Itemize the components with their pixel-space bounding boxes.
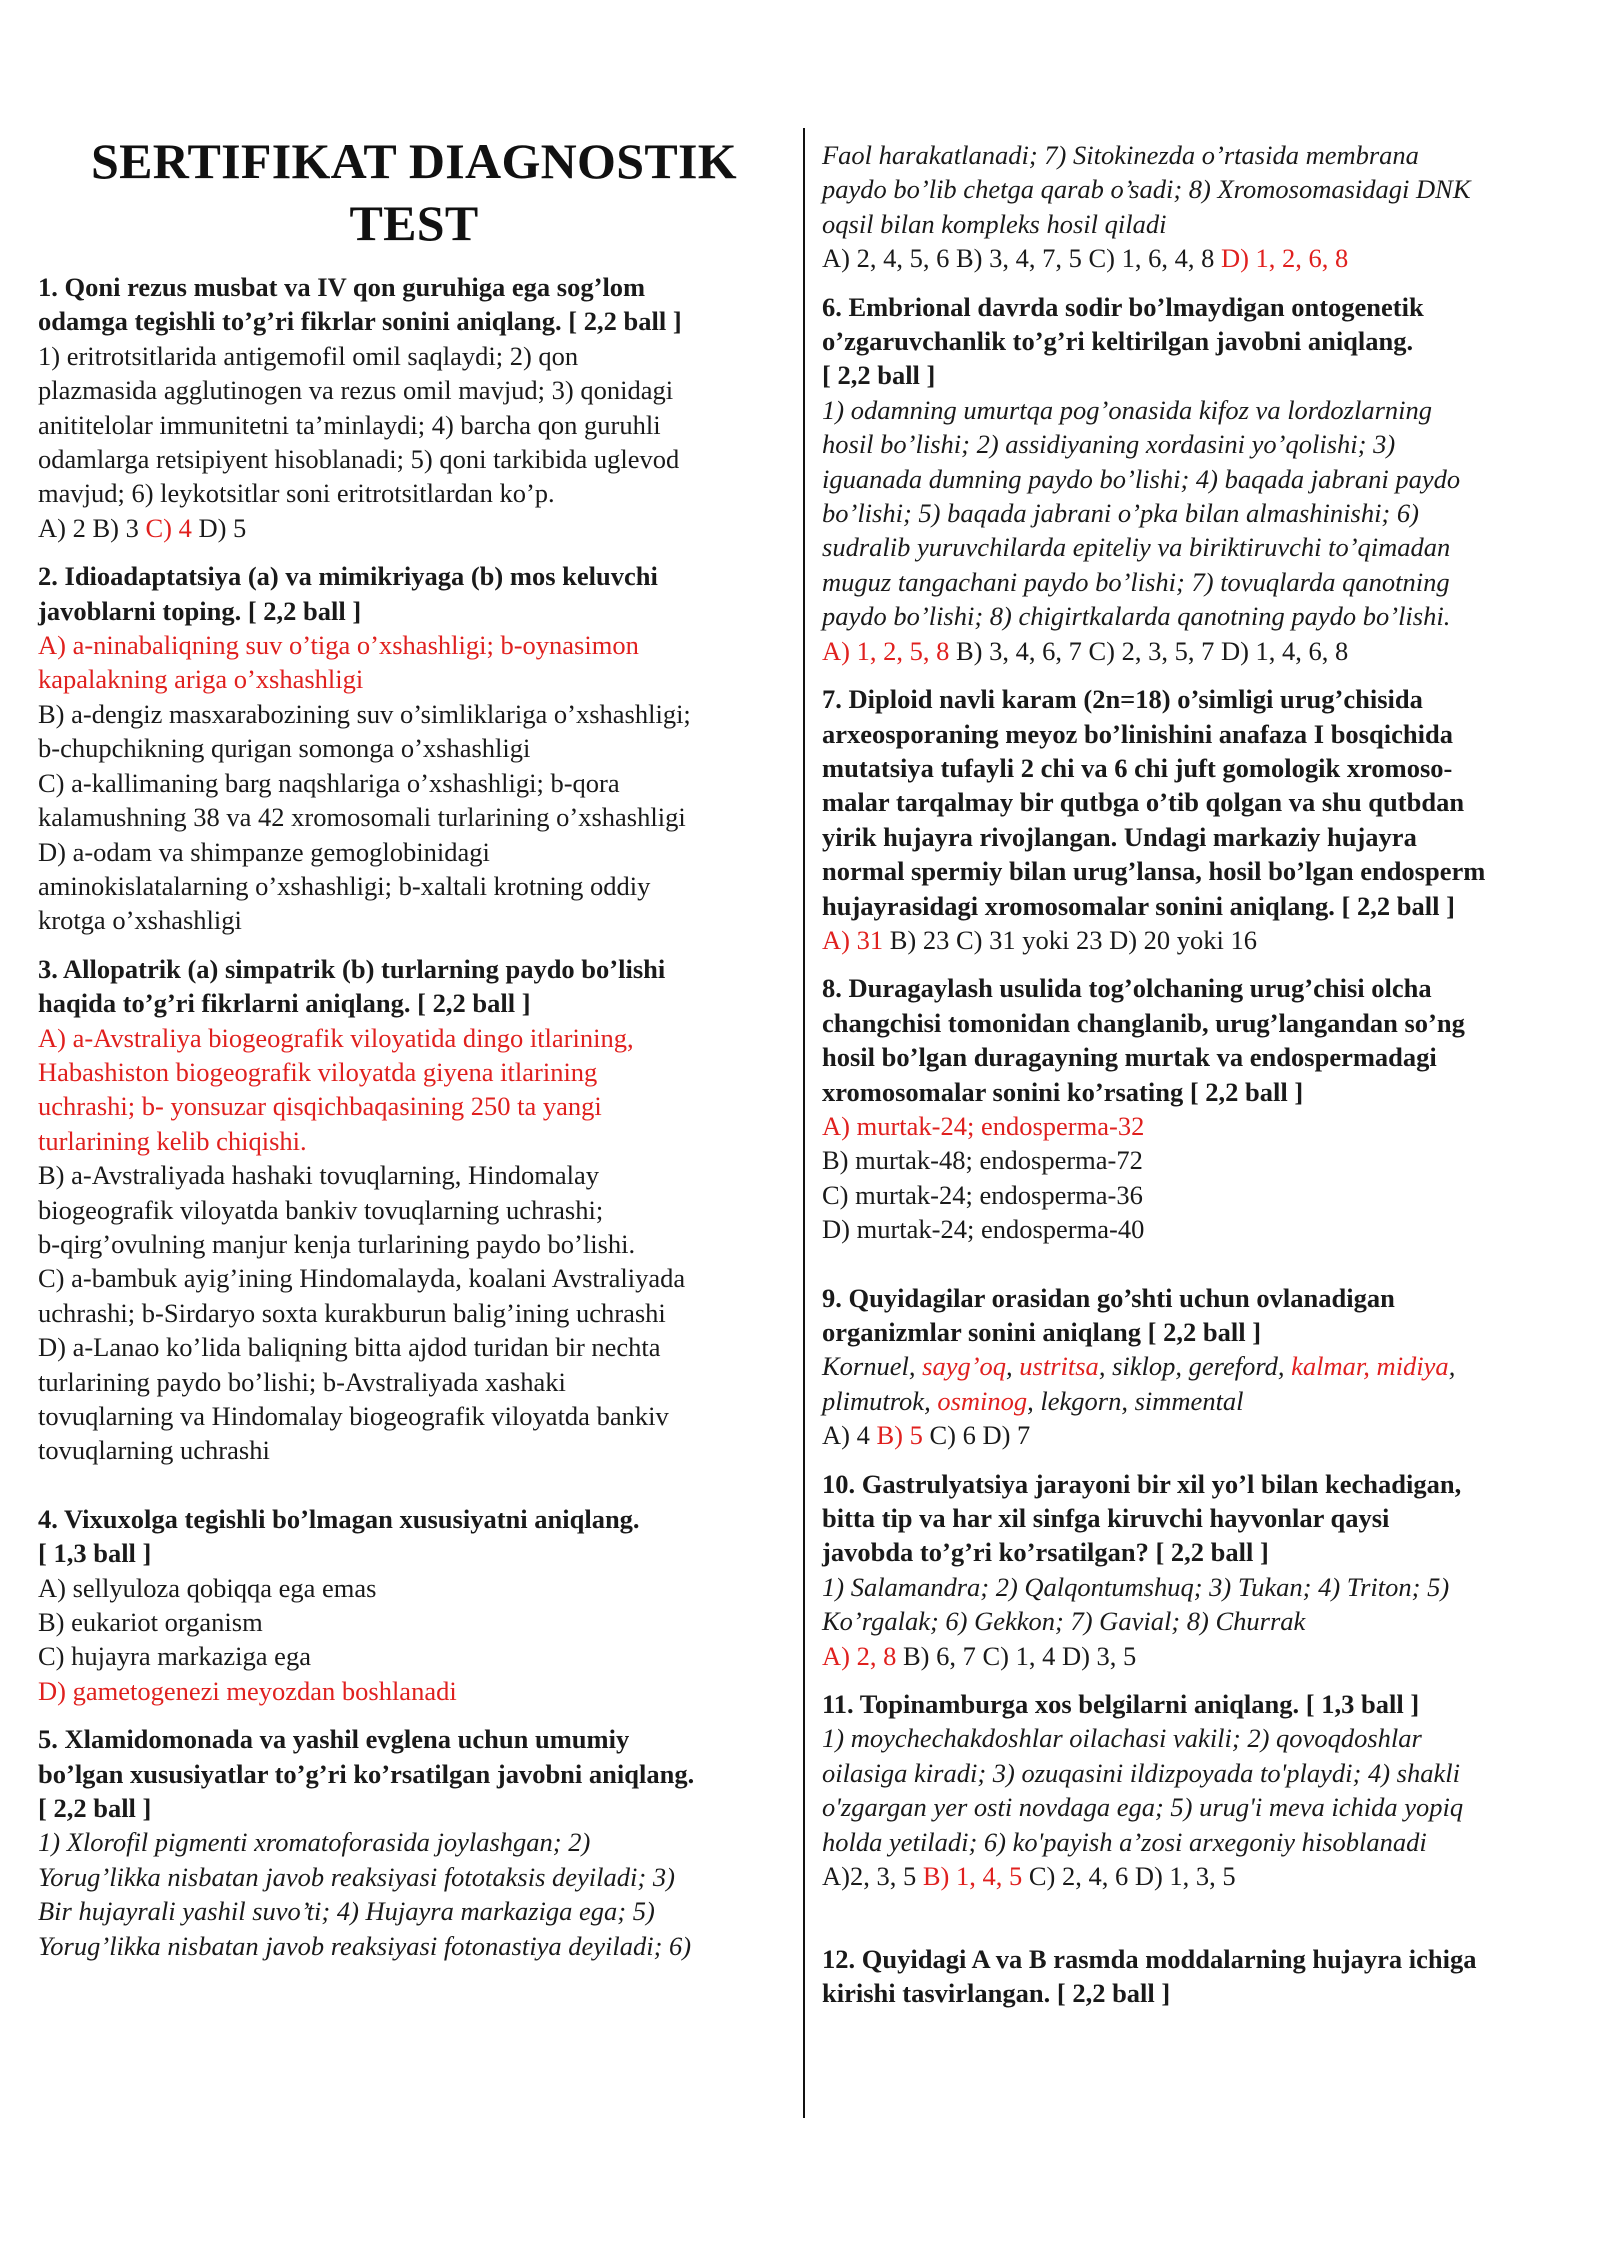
highlighted-answer: A) 2, 8 [822, 1640, 897, 1671]
text-run: b-chupchikning qurigan somonga o’xshashligi [38, 733, 531, 764]
text-line [38, 1261, 790, 1295]
text-line [822, 1825, 1574, 1859]
text-run: sudralib yuruvchilarda epiteliy va biriktiruvchi to’qimadan [822, 532, 1451, 563]
text-run: malar tarqalmay bir qutbga o’tib qolgan va shu qutbdan [822, 787, 1465, 818]
text-run: [ 1,3 ball ] [38, 1538, 152, 1569]
spacer [822, 668, 1574, 682]
text-line [38, 339, 790, 373]
text-run: muguz tangachani paydo bo’lishi; 7) tovuqlarda qanotning [822, 566, 1450, 597]
text-run: uchrashi; b-Sirdaryo soxta kurakburun balig’ining uchrashi [38, 1297, 666, 1328]
text-line [38, 1330, 790, 1364]
text-run: 4. Vixuxolga tegishli bo’lmagan xususiyatni aniqlang. [38, 1503, 640, 1534]
correct-answer-line [822, 1109, 1574, 1143]
question-text-line [822, 889, 1574, 923]
text-run: 1. Qoni rezus musbat va IV qon guruhiga ega sog’lom [38, 272, 646, 302]
page-title [38, 130, 790, 254]
text-run: C) a-kallimaning barg naqshlariga o’xshashligi; b-qora [38, 767, 620, 798]
text-run: 2. Idioadaptatsiya (a) va mimikriyaga (b) mos keluvchi [38, 561, 658, 592]
spacer [822, 276, 1574, 290]
text-run: Yorug’likka nisbatan javob reaksiyasi fotonastiya deyiladi; 6) [38, 1930, 692, 1961]
text-run: paydo bo’lishi; 8) chigirtkalarda qanotning paydo bo’lishi. [822, 601, 1451, 632]
text-line [38, 1365, 790, 1399]
highlighted-answer: C) 4 [145, 512, 192, 543]
text-run: o’zgaruvchanlik to’g’ri keltirilgan javobni aniqlang. [822, 326, 1414, 357]
highlighted-answer: ustritsa [1019, 1351, 1099, 1382]
question-text-line [38, 1791, 790, 1825]
text-run: biogeografik viloyatda bankiv tovuqlarning uchrashi; [38, 1194, 604, 1225]
text-run: D) a-odam va shimpanze gemoglobinidagi [38, 836, 490, 867]
text-run: 10. Gastrulyatsiya jarayoni bir xil yo’l bilan kechadigan, [822, 1468, 1462, 1499]
text-line [822, 634, 1574, 668]
text-run: D) murtak-24; endosperma-40 [822, 1214, 1145, 1245]
text-run: paydo bo’lib chetga qarab o’sadi; 8) Xromosomasidagi DNK [822, 174, 1471, 205]
question-text-line [822, 1075, 1574, 1109]
text-line [822, 462, 1574, 496]
text-run: B) a-Avstraliyada hashaki tovuqlarning, Hindomalay [38, 1160, 600, 1191]
question-text-line [822, 751, 1574, 785]
highlighted-answer: kalmar, midiya [1291, 1351, 1449, 1382]
question-text-line [38, 304, 790, 338]
question-text-line [822, 854, 1574, 888]
left-column-questions [38, 270, 790, 1963]
text-line [822, 1604, 1574, 1638]
text-run: kalamushning 38 va 42 xromosomali turlarining o’xshashligi [38, 802, 686, 833]
question-text-line [822, 785, 1574, 819]
text-run: B) a-dengiz masxarabozining suv o’simliklariga o’xshashligi; [38, 698, 691, 729]
spacer [822, 1894, 1574, 1928]
text-run: bo’lishi; 5) baqada jabrani o’pka bilan almashinishi; 6) [822, 498, 1419, 529]
text-run: B) 23 C) 31 yoki 23 D) 20 yoki 16 [883, 924, 1258, 955]
text-run: B) eukariot organism [38, 1607, 263, 1638]
highlighted-answer: A) 1, 2, 5, 8 [822, 635, 950, 666]
text-run: odamga tegishli to’g’ri fikrlar sonini aniqlang. [ 2,2 ball ] [38, 306, 682, 337]
question-text-line [822, 358, 1574, 392]
text-run: 1) Salamandra; 2) Qalqontumshuq; 3) Tukan; 4) Triton; 5) [822, 1571, 1450, 1602]
text-run: 11. Topinamburga xos belgilarni aniqlang. [ 1,3 ball ] [822, 1689, 1420, 1720]
text-run: , [1006, 1351, 1020, 1382]
text-run: 1) Xlorofil pigmenti xromatoforasida joylashgan; 2) [38, 1827, 591, 1858]
text-run: plazmasida agglutinogen va rezus omil mavjud; 3) qonidagi [38, 375, 674, 406]
text-run: 6. Embrional davrda sodir bo’lmaydigan ontogenetik [822, 291, 1424, 322]
text-line [38, 1605, 790, 1639]
text-line [38, 697, 790, 731]
correct-answer-line [38, 1021, 790, 1055]
text-run: C) murtak-24; endosperma-36 [822, 1179, 1143, 1210]
text-run: hujayrasidagi xromosomalar sonini aniqlang. [ 2,2 ball ] [822, 890, 1455, 921]
text-run: javobda to’g’ri ko’rsatilgan? [ 2,2 ball ] [822, 1537, 1269, 1568]
text-run: javoblarni toping. [ 2,2 ball ] [38, 595, 362, 626]
text-line [38, 1399, 790, 1433]
text-line [38, 511, 790, 545]
text-run: 9. Quyidagilar orasidan go’shti uchun ovlanadigan [822, 1282, 1395, 1313]
left-column [38, 128, 790, 1963]
question-text-line [822, 1315, 1574, 1349]
question-text-line [38, 1502, 790, 1536]
text-run: A) murtak-24; endosperma-32 [822, 1110, 1145, 1141]
text-run: Habashiston biogeografik viloyatda giyena itlarining [38, 1056, 598, 1087]
highlighted-answer: B) 1, 4, 5 [922, 1861, 1023, 1892]
text-line [822, 1178, 1574, 1212]
question-text-line [822, 1006, 1574, 1040]
text-run: D) a-Lanao ko’lida baliqning bitta ajdod turidan bir nechta [38, 1332, 661, 1363]
text-run: B) murtak-48; endosperma-72 [822, 1145, 1143, 1176]
correct-answer-line [38, 1055, 790, 1089]
text-line [38, 903, 790, 937]
text-line [822, 393, 1574, 427]
text-run: Faol harakatlanadi; 7) Sitokinezda o’rtasida membrana [822, 140, 1419, 170]
text-line [822, 1756, 1574, 1790]
text-run: C) hujayra markaziga ega [38, 1641, 311, 1672]
spacer [38, 1468, 790, 1502]
text-run: 12. Quyidagi A va B rasmda moddalarning hujayra ichiga [822, 1943, 1477, 1974]
spacer [38, 938, 790, 952]
text-run: normal spermiy bilan urug’lansa, hosil bo’lgan endosperm [822, 856, 1486, 887]
text-line [38, 766, 790, 800]
question-text-line [822, 1281, 1574, 1315]
text-line [822, 207, 1574, 241]
text-run: bo’lgan xususiyatlar to’g’ri ko’rsatilgan javobni aniqlang. [38, 1758, 695, 1789]
question-text-line [38, 1536, 790, 1570]
text-run: 8. Duragaylash usulida tog’olchaning urug’chisi olcha [822, 973, 1432, 1004]
text-run: D) 5 [191, 512, 247, 543]
text-line [822, 565, 1574, 599]
question-text-line [822, 820, 1574, 854]
question-text-line [38, 270, 790, 304]
text-line [822, 172, 1574, 206]
correct-answer-line [38, 1089, 790, 1123]
question-text-line [822, 1535, 1574, 1569]
text-line [38, 1158, 790, 1192]
question-text-line [822, 1467, 1574, 1501]
text-line [38, 442, 790, 476]
text-run: [ 2,2 ball ] [822, 360, 936, 391]
text-run: yirik hujayra rivojlangan. Undagi markaziy hujayra [822, 821, 1417, 852]
text-run: C) 6 D) 7 [922, 1420, 1031, 1451]
highlighted-answer: B) 5 [876, 1420, 923, 1451]
text-line [38, 1860, 790, 1894]
question-text-line [38, 1757, 790, 1791]
right-column [822, 138, 1574, 2010]
text-run: odamlarga retsipiyent hisoblanadi; 5) qoni tarkibida uglevod [38, 444, 680, 475]
text-line [38, 1639, 790, 1673]
text-run: Yorug’likka nisbatan javob reaksiyasi fototaksis deyiladi; 3) [38, 1861, 675, 1892]
text-line [822, 1384, 1574, 1418]
spacer [38, 545, 790, 559]
text-run: B) 3, 4, 6, 7 C) 2, 3, 5, 7 D) 1, 4, 6, 8 [949, 635, 1349, 666]
text-line [38, 1894, 790, 1928]
text-line [822, 599, 1574, 633]
text-run: mutatsiya tufayli 2 chi va 6 chi juft gomologik xromoso- [822, 752, 1453, 783]
text-run: C) a-bambuk ayig’ining Hindomalayda, koalani Avstraliyada [38, 1263, 686, 1294]
text-line [38, 731, 790, 765]
text-run: iguanada dumning paydo bo’lishi; 4) baqada jabrani paydo [822, 463, 1461, 494]
text-line [822, 427, 1574, 461]
text-line [822, 1349, 1574, 1383]
text-run: turlarining kelib chiqishi. [38, 1125, 307, 1156]
text-run: A)2, 3, 5 [822, 1861, 923, 1892]
correct-answer-line [38, 628, 790, 662]
text-line [822, 496, 1574, 530]
text-run: anititelolar immunitetni ta’minlaydi; 4) barcha qon guruhli [38, 409, 661, 440]
text-run: , siklop, gereford, [1098, 1351, 1292, 1382]
text-line [38, 1571, 790, 1605]
column-divider [803, 128, 805, 2118]
text-run: tovuqlarning va Hindomalay biogeografik viloyatda bankiv [38, 1401, 669, 1431]
text-run: hosil bo’lgan duragayning murtak va endospermadagi [822, 1042, 1437, 1073]
text-run: arxeosporaning meyoz bo’linishini anafaza I bosqichida [822, 718, 1453, 749]
spacer [822, 957, 1574, 971]
question-text-line [38, 594, 790, 628]
text-run: A) 2, 4, 5, 6 B) 3, 4, 7, 5 C) 1, 6, 4, 8 [822, 243, 1221, 274]
text-run: o'zgargan yer osti novdaga ega; 5) urug'i meva ichida yopiq [822, 1792, 1464, 1823]
text-run: xromosomalar sonini ko’rsating [ 2,2 ball ] [822, 1076, 1304, 1107]
spacer [822, 1928, 1574, 1942]
text-run: Bir hujayrali yashil suvo’ti; 4) Hujayra markaziga ega; 5) [38, 1896, 655, 1927]
correct-answer-line [38, 1674, 790, 1708]
right-column-questions [822, 138, 1574, 2010]
text-run: D) gametogenezi meyozdan boshlanadi [38, 1675, 457, 1706]
text-run: mavjud; 6) leykotsitlar soni eritrotsitlardan ko’p. [38, 478, 555, 509]
question-text-line [822, 1501, 1574, 1535]
text-line [38, 1433, 790, 1467]
text-line [38, 408, 790, 442]
text-line [822, 241, 1574, 275]
text-run: A) sellyuloza qobiqqa ega emas [38, 1572, 377, 1603]
highlighted-answer: D) 1, 2, 6, 8 [1220, 243, 1349, 274]
text-line [822, 1859, 1574, 1893]
text-run: A) a-ninabaliqning suv o’tiga o’xshashligi; b-oynasimon [38, 630, 639, 661]
text-run: Kornuel, [822, 1351, 923, 1382]
highlighted-answer: osminog [937, 1385, 1028, 1416]
text-run: , [1448, 1351, 1456, 1382]
text-line [38, 869, 790, 903]
text-line [38, 1193, 790, 1227]
correct-answer-line [38, 662, 790, 696]
text-run: oilasiga kiradi; 3) ozuqasini ildizpoyada to'playdi; 4) shakli [822, 1757, 1460, 1788]
question-text-line [822, 1687, 1574, 1721]
spacer [822, 1453, 1574, 1467]
page-title-line-1: SERTIFIKAT DIAGNOSTIK [91, 133, 737, 189]
question-text-line [822, 971, 1574, 1005]
text-line [822, 1143, 1574, 1177]
text-run: A) a-Avstraliya biogeografik viloyatida dingo itlarining, [38, 1022, 634, 1053]
spacer [822, 1247, 1574, 1281]
text-line [38, 1227, 790, 1261]
text-line [822, 530, 1574, 564]
question-text-line [822, 1976, 1574, 2010]
text-line [38, 373, 790, 407]
question-text-line [822, 324, 1574, 358]
question-text-line [38, 952, 790, 986]
highlighted-answer: sayg’oq [922, 1351, 1007, 1382]
text-line [38, 1929, 790, 1963]
text-line [822, 1721, 1574, 1755]
text-run: 1) odamning umurtqa pog’onasida kifoz va lordozlarning [822, 394, 1432, 425]
text-run: C) 2, 4, 6 D) 1, 3, 5 [1022, 1861, 1236, 1892]
text-run: oqsil bilan kompleks hosil qiladi [822, 208, 1167, 239]
text-run: krotga o’xshashligi [38, 905, 242, 936]
question-text-line [38, 1722, 790, 1756]
text-line [38, 1825, 790, 1859]
correct-answer-line [38, 1124, 790, 1158]
text-run: changchisi tomonidan changlanib, urug’langandan so’ng [822, 1007, 1465, 1038]
text-run: 7. Diploid navli karam (2n=18) o’simligi urug’chisida [822, 684, 1423, 715]
question-text-line [822, 1040, 1574, 1074]
question-text-line [822, 290, 1574, 324]
text-run: b-qirg’ovulning manjur kenja turlarining paydo bo’lishi. [38, 1228, 636, 1259]
text-line [822, 1639, 1574, 1673]
text-run: Ko’rgalak; 6) Gekkon; 7) Gavial; 8) Churrak [822, 1606, 1306, 1637]
text-line [38, 835, 790, 869]
highlighted-answer: A) 31 [822, 924, 884, 955]
question-text-line [38, 986, 790, 1020]
text-run: turlarining paydo bo’lishi; b-Avstraliyada xashaki [38, 1366, 566, 1397]
text-run: B) 6, 7 C) 1, 4 D) 3, 5 [896, 1640, 1137, 1671]
question-text-line [822, 717, 1574, 751]
text-run: hosil bo’lishi; 2) assidiyaning xordasini yo’qolishi; 3) [822, 429, 1396, 460]
spacer [38, 1708, 790, 1722]
question-text-line [822, 682, 1574, 716]
text-line [822, 1790, 1574, 1824]
text-run: haqida to’g’ri fikrlarni aniqlang. [ 2,2 ball ] [38, 988, 531, 1019]
text-line [822, 923, 1574, 957]
text-run: organizmlar sonini aniqlang [ 2,2 ball ] [822, 1317, 1262, 1347]
text-line [822, 1418, 1574, 1452]
text-run: bitta tip va har xil sinfga kiruvchi hayvonlar qaysi [822, 1503, 1390, 1534]
text-run: 5. Xlamidomonada va yashil evglena uchun umumiy [38, 1724, 630, 1755]
text-run: 1) moychechakdoshlar oilachasi vakili; 2) qovoqdoshlar [822, 1723, 1422, 1754]
text-run: plimutrok, [822, 1385, 938, 1416]
text-run: kirishi tasvirlangan. [ 2,2 ball ] [822, 1977, 1171, 2008]
text-run: uchrashi; b- yonsuzar qisqichbaqasining 250 ta yangi [38, 1091, 602, 1122]
page-title-line-2: TEST [349, 195, 479, 251]
text-run: aminokislatalarning o’xshashligi; b-xaltali krotning oddiy [38, 870, 651, 901]
text-line [822, 138, 1574, 172]
text-run: A) 2 B) 3 [38, 512, 146, 543]
text-run: A) 4 [822, 1420, 877, 1451]
text-line [38, 1296, 790, 1330]
text-run: holda yetiladi; 6) ko'payish a’zosi arxegoniy hisoblanadi [822, 1826, 1427, 1857]
text-run: kapalakning ariga o’xshashligi [38, 664, 364, 695]
text-run: 3. Allopatrik (a) simpatrik (b) turlarning paydo bo’lishi [38, 953, 666, 984]
question-text-line [822, 1942, 1574, 1976]
text-line [822, 1212, 1574, 1246]
text-line [38, 800, 790, 834]
question-text-line [38, 559, 790, 593]
spacer [822, 1673, 1574, 1687]
text-run: 1) eritrotsitlarida antigemofil omil saqlaydi; 2) qon [38, 340, 579, 371]
text-run: , lekgorn, simmental [1027, 1385, 1244, 1416]
text-line [38, 476, 790, 510]
text-line [822, 1570, 1574, 1604]
text-run: tovuqlarning uchrashi [38, 1435, 270, 1466]
text-run: [ 2,2 ball ] [38, 1793, 152, 1824]
